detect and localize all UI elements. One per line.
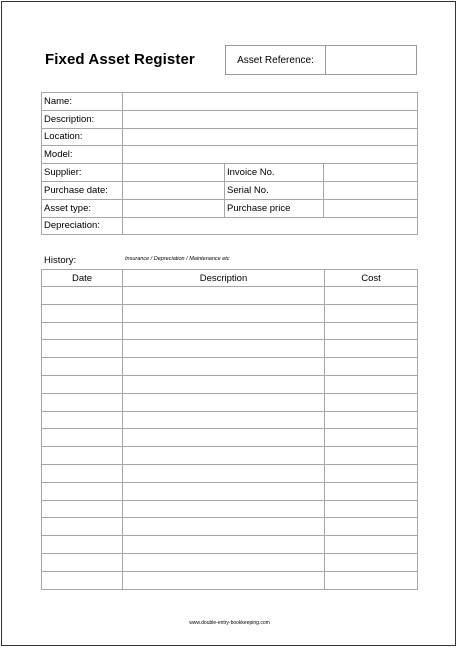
model-label: Model:: [42, 146, 123, 164]
history-cost-cell[interactable]: [325, 358, 418, 376]
serial-field[interactable]: [324, 181, 418, 199]
page-title: Fixed Asset Register: [45, 51, 195, 68]
invoice-label: Invoice No.: [225, 164, 324, 182]
history-date-cell[interactable]: [42, 375, 123, 393]
asset-type-field[interactable]: [123, 199, 225, 217]
history-row: [42, 304, 418, 322]
history-description-cell[interactable]: [123, 322, 325, 340]
history-description-cell[interactable]: [123, 340, 325, 358]
asset-type-label: Asset type:: [42, 199, 123, 217]
history-table: [41, 269, 418, 590]
asset-reference-field[interactable]: [326, 46, 416, 74]
history-row: [42, 322, 418, 340]
history-date-cell[interactable]: [42, 500, 123, 518]
history-cost-cell[interactable]: [325, 464, 418, 482]
history-description-cell[interactable]: [123, 500, 325, 518]
history-description-cell[interactable]: [123, 518, 325, 536]
history-date-cell[interactable]: [42, 518, 123, 536]
supplier-field[interactable]: [123, 164, 225, 182]
history-row: [42, 464, 418, 482]
history-hint: Insurance / Depreciation / Maintenance etc: [125, 256, 230, 262]
history-date-cell[interactable]: [42, 429, 123, 447]
details-row-asset-type: [42, 199, 418, 217]
history-cost-cell[interactable]: [325, 571, 418, 589]
history-row: [42, 340, 418, 358]
history-date-cell[interactable]: [42, 358, 123, 376]
history-cost-cell[interactable]: [325, 340, 418, 358]
details-row-purchase-date: [42, 181, 418, 199]
history-body: [42, 287, 418, 590]
history-date-cell[interactable]: [42, 393, 123, 411]
history-cost-cell[interactable]: [325, 518, 418, 536]
history-description-cell[interactable]: [123, 429, 325, 447]
history-row: [42, 429, 418, 447]
history-label: History:: [44, 255, 77, 266]
depreciation-label: Depreciation:: [42, 217, 123, 235]
history-description-cell[interactable]: [123, 304, 325, 322]
location-label: Location:: [42, 128, 123, 146]
history-date-cell[interactable]: [42, 340, 123, 358]
history-date-cell[interactable]: [42, 482, 123, 500]
asset-details-table: [41, 92, 418, 235]
asset-reference-box: [225, 45, 417, 75]
history-cost-cell[interactable]: [325, 482, 418, 500]
history-description-cell[interactable]: [123, 571, 325, 589]
history-cost-cell[interactable]: [325, 411, 418, 429]
history-cost-cell[interactable]: [325, 322, 418, 340]
asset-reference-label: Asset Reference:: [226, 46, 326, 74]
history-date-cell[interactable]: [42, 287, 123, 305]
invoice-field[interactable]: [324, 164, 418, 182]
name-label: Name:: [42, 93, 123, 111]
history-cost-cell[interactable]: [325, 287, 418, 305]
history-description-cell[interactable]: [123, 553, 325, 571]
history-cost-cell[interactable]: [325, 553, 418, 571]
history-date-cell[interactable]: [42, 411, 123, 429]
history-date-cell[interactable]: [42, 536, 123, 554]
history-row: [42, 536, 418, 554]
history-description-cell[interactable]: [123, 536, 325, 554]
details-row-description: [42, 110, 418, 128]
history-description-cell[interactable]: [123, 358, 325, 376]
history-row: [42, 411, 418, 429]
history-col-date: Date: [42, 270, 123, 287]
details-row-supplier: [42, 164, 418, 182]
description-label: Description:: [42, 110, 123, 128]
history-description-cell[interactable]: [123, 375, 325, 393]
purchase-price-field[interactable]: [324, 199, 418, 217]
history-cost-cell[interactable]: [325, 304, 418, 322]
details-row-name: [42, 93, 418, 111]
history-description-cell[interactable]: [123, 464, 325, 482]
purchase-date-label: Purchase date:: [42, 181, 123, 199]
history-row: [42, 500, 418, 518]
history-row: [42, 375, 418, 393]
history-cost-cell[interactable]: [325, 447, 418, 465]
serial-label: Serial No.: [225, 181, 324, 199]
history-col-cost: Cost: [325, 270, 418, 287]
location-field[interactable]: [123, 128, 418, 146]
supplier-label: Supplier:: [42, 164, 123, 182]
history-description-cell[interactable]: [123, 393, 325, 411]
history-col-description: Description: [123, 270, 325, 287]
history-row: [42, 358, 418, 376]
details-row-model: [42, 146, 418, 164]
history-row: [42, 571, 418, 589]
history-row: [42, 482, 418, 500]
model-field[interactable]: [123, 146, 418, 164]
history-description-cell[interactable]: [123, 287, 325, 305]
history-header-row: [42, 270, 418, 287]
history-cost-cell[interactable]: [325, 536, 418, 554]
history-row: [42, 518, 418, 536]
history-description-cell[interactable]: [123, 482, 325, 500]
history-date-cell[interactable]: [42, 464, 123, 482]
history-description-cell[interactable]: [123, 447, 325, 465]
footer-url: www.double-entry-bookkeeping.com: [189, 620, 270, 626]
history-date-cell[interactable]: [42, 571, 123, 589]
history-date-cell[interactable]: [42, 447, 123, 465]
history-row: [42, 447, 418, 465]
description-field[interactable]: [123, 110, 418, 128]
history-date-cell[interactable]: [42, 304, 123, 322]
details-row-depreciation: [42, 217, 418, 235]
depreciation-field[interactable]: [123, 217, 418, 235]
purchase-price-label: Purchase price: [225, 199, 324, 217]
history-cost-cell[interactable]: [325, 500, 418, 518]
history-cost-cell[interactable]: [325, 375, 418, 393]
history-date-cell[interactable]: [42, 553, 123, 571]
name-field[interactable]: [123, 93, 418, 111]
history-description-cell[interactable]: [123, 411, 325, 429]
history-row: [42, 393, 418, 411]
history-date-cell[interactable]: [42, 322, 123, 340]
history-row: [42, 553, 418, 571]
purchase-date-field[interactable]: [123, 181, 225, 199]
details-row-location: [42, 128, 418, 146]
history-cost-cell[interactable]: [325, 429, 418, 447]
history-cost-cell[interactable]: [325, 393, 418, 411]
history-row: [42, 287, 418, 305]
